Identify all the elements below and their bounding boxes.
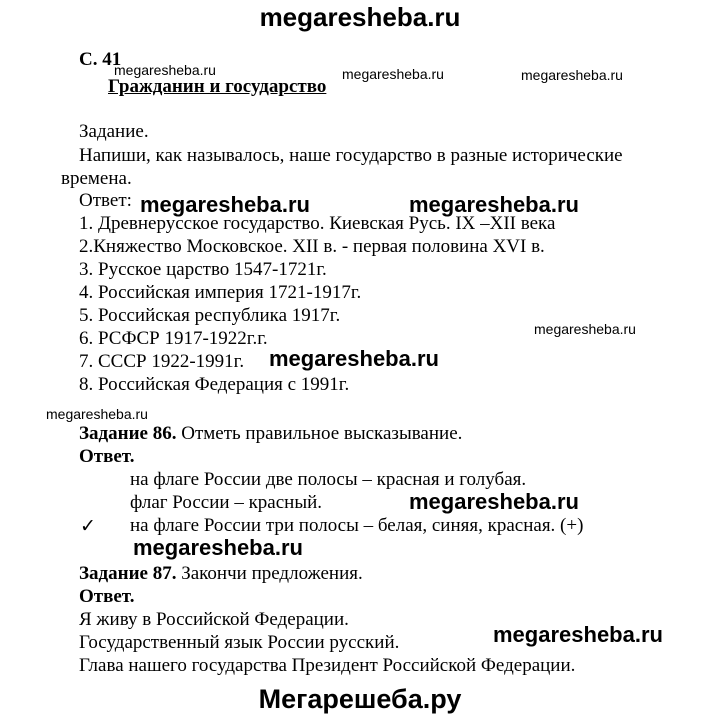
watermark-small: megaresheba.ru [114, 62, 216, 78]
watermark-big: megaresheba.ru [493, 622, 663, 647]
watermark-big: megaresheba.ru [140, 192, 310, 217]
task-86-text: Отметь правильное высказывание. [176, 423, 463, 444]
task-87-label: Задание 87. [79, 563, 177, 584]
task-text: времена. [61, 168, 132, 189]
answer-label: Ответ. [79, 446, 135, 467]
list-item: 4. Российская империя 1721-1917г. [79, 282, 362, 303]
list-item: 2.Княжество Московское. XII в. - первая половина XVI в. [79, 236, 545, 257]
watermark-small: megaresheba.ru [46, 406, 148, 422]
watermark-top: megaresheba.ru [259, 2, 461, 32]
task-87-text: Закончи предложения. [176, 563, 363, 584]
watermark-small: megaresheba.ru [534, 321, 636, 337]
task-text: Напиши, как называлось, наше государство в разные исторические [79, 145, 623, 166]
watermark-big: megaresheba.ru [409, 489, 579, 514]
watermark-big: megaresheba.ru [409, 192, 579, 217]
answer-label: Ответ. [79, 586, 135, 607]
list-item: 6. РСФСР 1917-1922г.г. [79, 328, 268, 349]
list-item: 1. Древнерусское государство. Киевская Русь. IX –XII века [79, 213, 556, 234]
task-label: Задание. [79, 121, 149, 142]
list-item: 5. Российская республика 1917г. [79, 305, 341, 326]
task-86-label: Задание 86. [79, 423, 177, 444]
watermark-bottom: Мегарешеба.ру [258, 684, 462, 714]
page-number: С. 41 [79, 49, 122, 70]
watermark-small: megaresheba.ru [521, 67, 623, 83]
option-item: на флаге России три полосы – белая, синяя, красная. (+) [130, 515, 584, 536]
task-86-line [79, 423, 462, 445]
checkmark-icon: ✓ [80, 516, 96, 537]
page-title: Гражданин и государство [108, 76, 327, 97]
answer-line: Государственный язык России русский. [79, 632, 400, 653]
list-item: 7. СССР 1922-1991г. [79, 351, 245, 372]
task-87-line [79, 563, 363, 585]
list-item: 8. Российская Федерация с 1991г. [79, 374, 350, 395]
answer-label: Ответ: [79, 190, 132, 211]
watermark-big: megaresheba.ru [133, 535, 303, 560]
answer-line: Я живу в Российской Федерации. [79, 609, 349, 630]
watermark-big: megaresheba.ru [269, 346, 439, 371]
watermark-small: megaresheba.ru [342, 66, 444, 82]
option-item: на флаге России две полосы – красная и голубая. [130, 469, 527, 490]
list-item: 3. Русское царство 1547-1721г. [79, 259, 327, 280]
option-item: флаг России – красный. [130, 492, 323, 513]
answer-line: Глава нашего государства Президент Российской Федерации. [79, 655, 576, 676]
